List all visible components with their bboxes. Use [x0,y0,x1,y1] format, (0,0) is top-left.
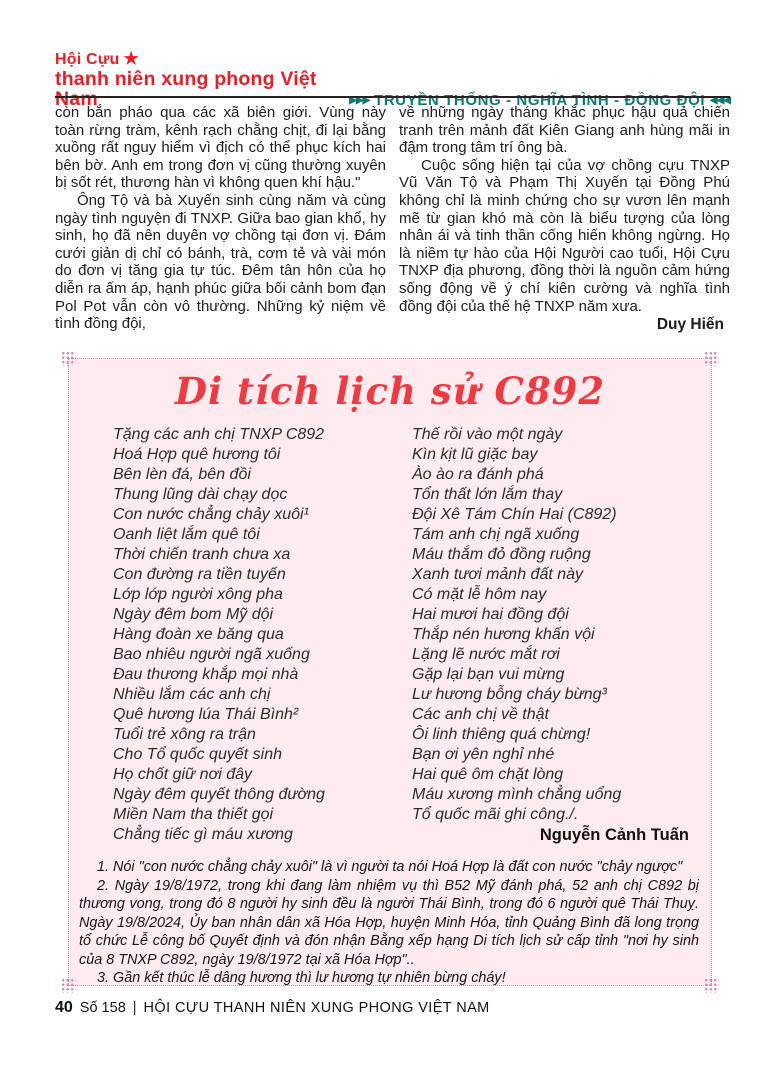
poem-line: Gặp lại bạn vui mừng [412,666,565,683]
poem-line: Tặng các anh chị TNXP C892 [113,426,325,443]
poem-line: Đau thương khắp mọi nhà [113,666,299,683]
article-paragraph: Ông Tộ và bà Xuyến sinh cùng năm và cùng ngày tình nguyện đi TNXP. Giữa bao gian khổ, hy sinh, họ đã nên duyên vợ chồng tại đơn vị. Đám cưới giản dị chỉ có bánh, trà, cơm tẻ và vài món do đơn vị tăng gia tự túc. Đêm tân hôn của họ diễn ra ấm áp, hạnh phúc giữa bối cảnh bom đạn Pol Pot vẫn còn vô thường. Những kỷ niệm về tình đồng đội, [55,191,386,333]
poem-column-right [412,425,711,845]
poem-line: Xanh tươi mảnh đất này [412,566,584,583]
poem-left-lines [113,425,412,845]
organization-name: HỘI CỰU THANH NIÊN XUNG PHONG VIỆT NAM [143,1000,490,1016]
poem-line: Tuổi trẻ xông ra trận [113,726,256,743]
logo-text-bottom: thanh niên xung phong Việt Nam [55,67,317,111]
footer-separator: | [132,1000,137,1016]
poem-line: Bên lèn đá, bên đồi [113,466,251,483]
page-footer [55,999,490,1017]
poem-line: Máu xương mình chẳng uổng [412,786,622,803]
star-icon: ★ [123,49,139,68]
magazine-logo [55,50,349,110]
article-column-left [55,104,386,334]
poem-line: Ngày đêm bom Mỹ dội [113,606,274,623]
header-rule [55,96,730,98]
poem-line: Con đường ra tiền tuyến [113,566,286,583]
arrows-right-icon: ▶▶▶ [349,94,370,106]
logo-text-top: Hội Cựu [55,51,120,68]
poem-footnotes [79,858,699,988]
poem-line: Chẳng tiếc gì máu xương [113,826,293,843]
poem-right-lines [412,425,711,825]
arrows-left-icon: ◀◀◀ [709,94,730,106]
page-number: 40 [55,999,73,1016]
poem-line: Lặng lẽ nước mắt rơi [412,646,560,663]
footnote: 2. Ngày 19/8/1972, trong khi đang làm nhiệm vụ thì B52 Mỹ đánh phá, 52 anh chị C892 bị thương vong, trong đó 8 người hy sinh đều là người Thái Bình, trong đó 6 người quê Thái Thuỵ. Ngày 19/8/2024, Ủy ban nhân dân xã Hóa Hợp, huyện Minh Hóa, tỉnh Quảng Bình đã long trọng tổ chức Lễ công bố Quyết định và đón nhận Bằng xếp hạng Di tích lịch sử cấp tỉnh "nơi hy sinh của 8 TNXP C892, ngày 19/8/1972 tại xã Hóa Hợp".. [79,877,699,968]
article-paragraph: về những ngày tháng khắc phục hậu quả chiến tranh trên mảnh đất Kiên Giang anh hùng mãi in đậm trong tâm trí ông bà. [399,104,730,157]
poem-line: Tám anh chị ngã xuống [412,526,580,543]
poem-line: Tổn thất lớn lắm thay [412,486,563,503]
page-header [55,50,730,110]
corner-ornament-icon [61,978,76,993]
article-paragraph: còn bắn pháo qua các xã biên giới. Vùng này toàn rừng tràm, kênh rạch chằng chịt, đi lại bằng xuồng rất nguy hiểm vì địch có thể phục kích hai bên bờ. Anh em trong đơn vị cũng thường xuyên bị sốt rét, thương hàn vì không quen khí hậu." [55,104,386,192]
poem-line: Oanh liệt lắm quê tôi [113,526,260,543]
article-author: Duy Hiến [656,316,724,334]
poem-line: Quê hương lúa Thái Bình² [113,706,299,723]
poem-line: Thời chiến tranh chưa xa [113,546,291,563]
poem-line: Bạn ơi yên nghỉ nhé [412,746,555,763]
poem-title: Di tích lịch sử C892 [174,369,606,413]
corner-ornament-icon [704,978,719,993]
corner-ornament-icon [704,351,719,366]
logo-line-1 [55,50,349,69]
poem-line: Thế rồi vào một ngày [412,426,563,443]
poem-line: Ôi linh thiêng quá chừng! [412,726,591,743]
poem-line: Thung lũng dài chạy dọc [113,486,288,503]
poem-line: Hàng đoàn xe băng qua [113,626,284,643]
poem-line: Lư hương bỗng cháy bừng³ [412,686,607,703]
poem-line: Ào ào ra đánh phá [412,466,544,483]
poem-line: Thắp nén hương khấn vội [412,626,595,643]
poem-columns [69,417,711,845]
article-column-right [399,104,730,334]
poem-line: Bao nhiêu người ngã xuống [113,646,310,663]
poem-box [68,358,712,986]
article-paragraph: Cuộc sống hiện tại của vợ chồng cựu TNXP Vũ Văn Tộ và Phạm Thị Xuyến tại Đồng Phú không chỉ là minh chứng cho sự vươn lên mạnh mẽ từ gian khó mà còn là biểu tượng của lòng nhân ái và tinh thần cống hiến không ngừng. Họ là niềm tự hào của Hội Người cao tuổi, Hội Cựu TNXP địa phương, đồng thời là nguồn cảm hứng sống động về ý chí kiên cường và nghĩa tình đồng đội của thế hệ TNXP năm xưa. [399,156,730,315]
article-body [55,104,730,334]
poem-line: Tổ quốc mãi ghi công./. [412,806,579,823]
poem-line: Ngày đêm quyết thông đường [113,786,325,803]
poem-line: Kìn kịt lũ giặc bay [412,446,538,463]
poem-line: Cho Tổ quốc quyết sinh [113,746,282,763]
tagline-text: TRUYỀN THỐNG - NGHĨA TÌNH - ĐỒNG ĐỘI [374,91,706,109]
poem-line: Có mặt lễ hôm nay [412,586,547,603]
poem-line: Miền Nam tha thiết gọi [113,806,274,823]
poem-author: Nguyễn Cảnh Tuấn [539,826,689,844]
footnote: 1. Nói "con nước chẳng chảy xuôi" là vì người ta nói Hoá Hợp là đất con nước "chảy ngược" [97,859,683,875]
issue-number: Số 158 [79,1000,126,1016]
poem-line: Nhiều lắm các anh chị [113,686,271,703]
poem-line: Họ chốt giữ nơi đây [113,766,252,783]
corner-ornament-icon [61,351,76,366]
poem-line: Hoá Hợp quê hương tôi [113,446,281,463]
poem-column-left [113,425,412,845]
poem-line: Lớp lớp người xông pha [113,586,283,603]
footnote: 3. Gần kết thúc lễ dâng hương thì lư hương tự nhiên bừng cháy! [97,970,506,986]
poem-line: Đội Xê Tám Chín Hai (C892) [412,506,617,523]
poem-line: Hai mươi hai đồng đội [412,606,569,623]
poem-line: Máu thắm đỏ đồng ruộng [412,546,591,563]
poem-line: Hai quê ôm chặt lòng [412,766,564,783]
poem-line: Các anh chị về thật [412,706,549,723]
poem-line: Con nước chẳng chảy xuôi¹ [113,506,309,523]
